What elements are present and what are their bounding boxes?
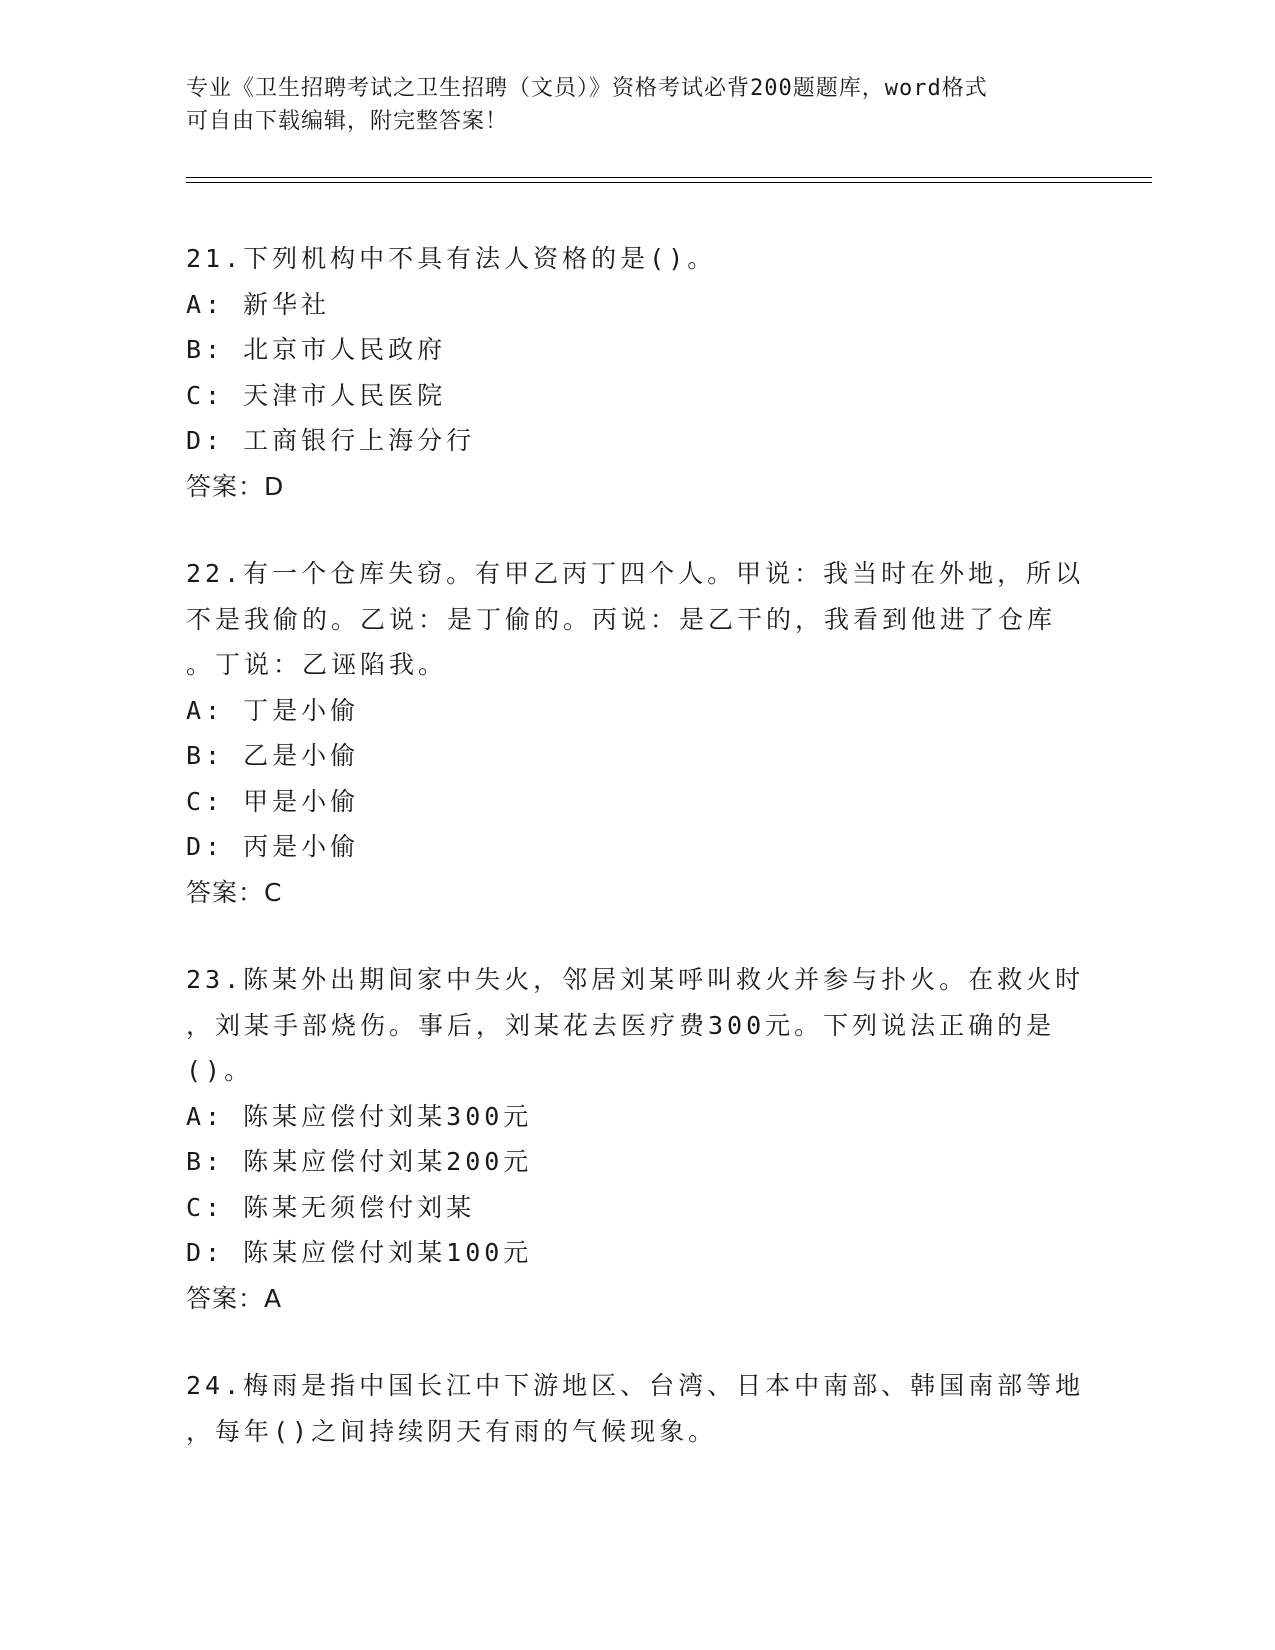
option-b: B: 北京市人民政府 (186, 335, 447, 364)
option-c: C: 陈某无须偿付刘某 (186, 1192, 476, 1222)
header-divider-top (186, 177, 1152, 178)
question-24 (186, 1363, 1086, 1454)
question-list (186, 236, 1086, 1496)
question-text: 21.下列机构中不具有法人资格的是()。 (186, 244, 717, 273)
option-d: D: 陈某应偿付刘某100元 (186, 1238, 533, 1267)
answer: 答案：C (186, 877, 283, 907)
option-d: D: 丙是小偷 (186, 832, 360, 861)
option-b: B: 陈某应偿付刘某200元 (186, 1147, 533, 1176)
question-text: 22.有一个仓库失窃。有甲乙丙丁四个人。甲说：我当时在外地，所以 (186, 559, 1085, 588)
question-23 (186, 957, 1086, 1321)
answer: 答案：D (186, 471, 285, 501)
header-divider-bottom (186, 182, 1152, 183)
answer: 答案：A (186, 1283, 283, 1313)
header-line-2: 可自由下载编辑，附完整答案！ (186, 109, 509, 134)
option-c: C: 甲是小偷 (186, 786, 360, 816)
option-c: C: 天津市人民医院 (186, 380, 447, 410)
document-header (186, 72, 1066, 138)
option-a: A: 陈某应偿付刘某300元 (186, 1101, 533, 1131)
option-d: D: 工商银行上海分行 (186, 426, 476, 455)
option-a: A: 新华社 (186, 289, 331, 319)
question-text: 。丁说：乙诬陷我。 (186, 650, 448, 679)
question-text: ，每年()之间持续阴天有雨的气候现象。 (186, 1416, 718, 1446)
question-text: 24.梅雨是指中国长江中下游地区、台湾、日本中南部、韩国南部等地 (186, 1371, 1085, 1400)
question-21 (186, 236, 1086, 509)
question-22 (186, 551, 1086, 915)
option-b: B: 乙是小偷 (186, 741, 360, 770)
question-text: ()。 (186, 1056, 254, 1085)
option-a: A: 丁是小偷 (186, 695, 360, 725)
header-line-1: 专业《卫生招聘考试之卫生招聘（文员）》资格考试必背200题题库，word格式 (186, 76, 988, 101)
question-text: 23.陈某外出期间家中失火，邻居刘某呼叫救火并参与扑火。在救火时 (186, 965, 1085, 994)
question-text: ，刘某手部烧伤。事后，刘某花去医疗费300元。下列说法正确的是 (186, 1010, 1056, 1040)
question-text: 不是我偷的。乙说：是丁偷的。丙说：是乙干的，我看到他进了仓库 (186, 604, 1057, 634)
